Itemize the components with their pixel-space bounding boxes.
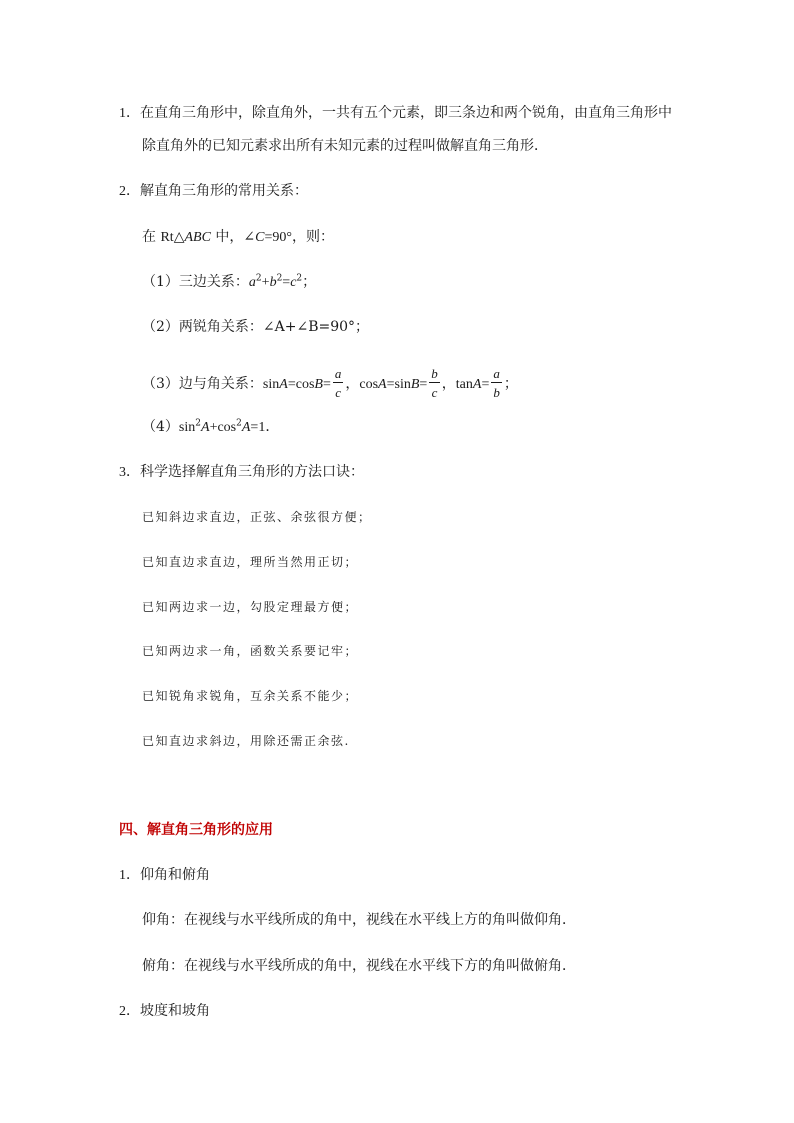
section4-item2-title (119, 1001, 210, 1022)
relation4-label: （4） (142, 419, 179, 435)
verse-1: 已知斜边求直边，正弦、余弦很方便； (142, 510, 372, 524)
relation-acute-angles: （2）两锐角关系：∠A+∠B=90°； (142, 319, 370, 335)
depression-angle-definition: 俯角：在视线与水平线所成的角中，视线在水平线下方的角叫做俯角． (142, 958, 576, 974)
section4-heading: 四、解直角三角形的应用 (119, 822, 273, 838)
elevation-angle-definition: 仰角：在视线与水平线所成的角中，视线在水平线上方的角叫做仰角． (142, 912, 576, 928)
verse-5: 已知锐角求锐角，互余关系不能少； (142, 689, 359, 703)
section4-item1-number: 1． (119, 868, 140, 883)
verse-3: 已知两边求一边，勾股定理最方便； (142, 600, 359, 614)
relation1-label: （1）三边关系： (142, 274, 249, 290)
section4-item1-title-text: 仰角和俯角 (140, 867, 210, 883)
item2-title (119, 181, 308, 202)
relation-three-sides: （1）三边关系：$a^2+b^2=c^2$； (142, 273, 317, 290)
verse-2: 已知直边求直边，理所当然用正切； (142, 555, 359, 569)
verse-4: 已知两边求一角，函数关系要记牢； (142, 644, 359, 658)
relation3-label: （3）边与角关系： (142, 376, 263, 392)
item2-number: 2． (119, 184, 140, 199)
item1-text-line1: 在直角三角形中，除直角外，一共有五个元素，即三条边和两个锐角，由直角三角形中 (140, 105, 672, 121)
item1-line1 (119, 103, 672, 124)
relation-pythagorean-identity: $(4)\sin^2A+\cos^2A=1$． (142, 418, 280, 435)
item3-title (119, 462, 364, 483)
item2-title-text: 解直角三角形的常用关系： (140, 183, 308, 199)
section4-item2-number: 2． (119, 1004, 140, 1019)
section4-item1-title (119, 865, 210, 886)
relation-sides-angles: （3）边与角关系：sinA=cosB= $\frac{a}{c}$ ，cosA=sinB= $\frac{b}{c}$ ，tanA= $\frac{a}{b}$ ； (142, 366, 518, 400)
verse-6: 已知直边求斜边，用除还需正余弦. (142, 734, 350, 748)
item2-condition: 在 Rt△ABC 中，∠C=90°，则： (142, 229, 334, 245)
item3-number: 3． (119, 465, 140, 480)
item1-number: 1． (119, 106, 140, 121)
fraction-a-over-b: $\frac{a}{b}$ (493, 366, 500, 400)
item1-line2: 除直角外的已知元素求出所有未知元素的过程叫做解直角三角形． (142, 138, 548, 154)
section4-item2-title-text: 坡度和坡角 (140, 1003, 210, 1019)
fraction-a-over-c: $\frac{a}{c}$ (334, 366, 342, 400)
fraction-b-over-c: $\frac{b}{c}$ (431, 366, 438, 400)
item3-title-text: 科学选择解直角三角形的方法口诀： (140, 464, 364, 480)
